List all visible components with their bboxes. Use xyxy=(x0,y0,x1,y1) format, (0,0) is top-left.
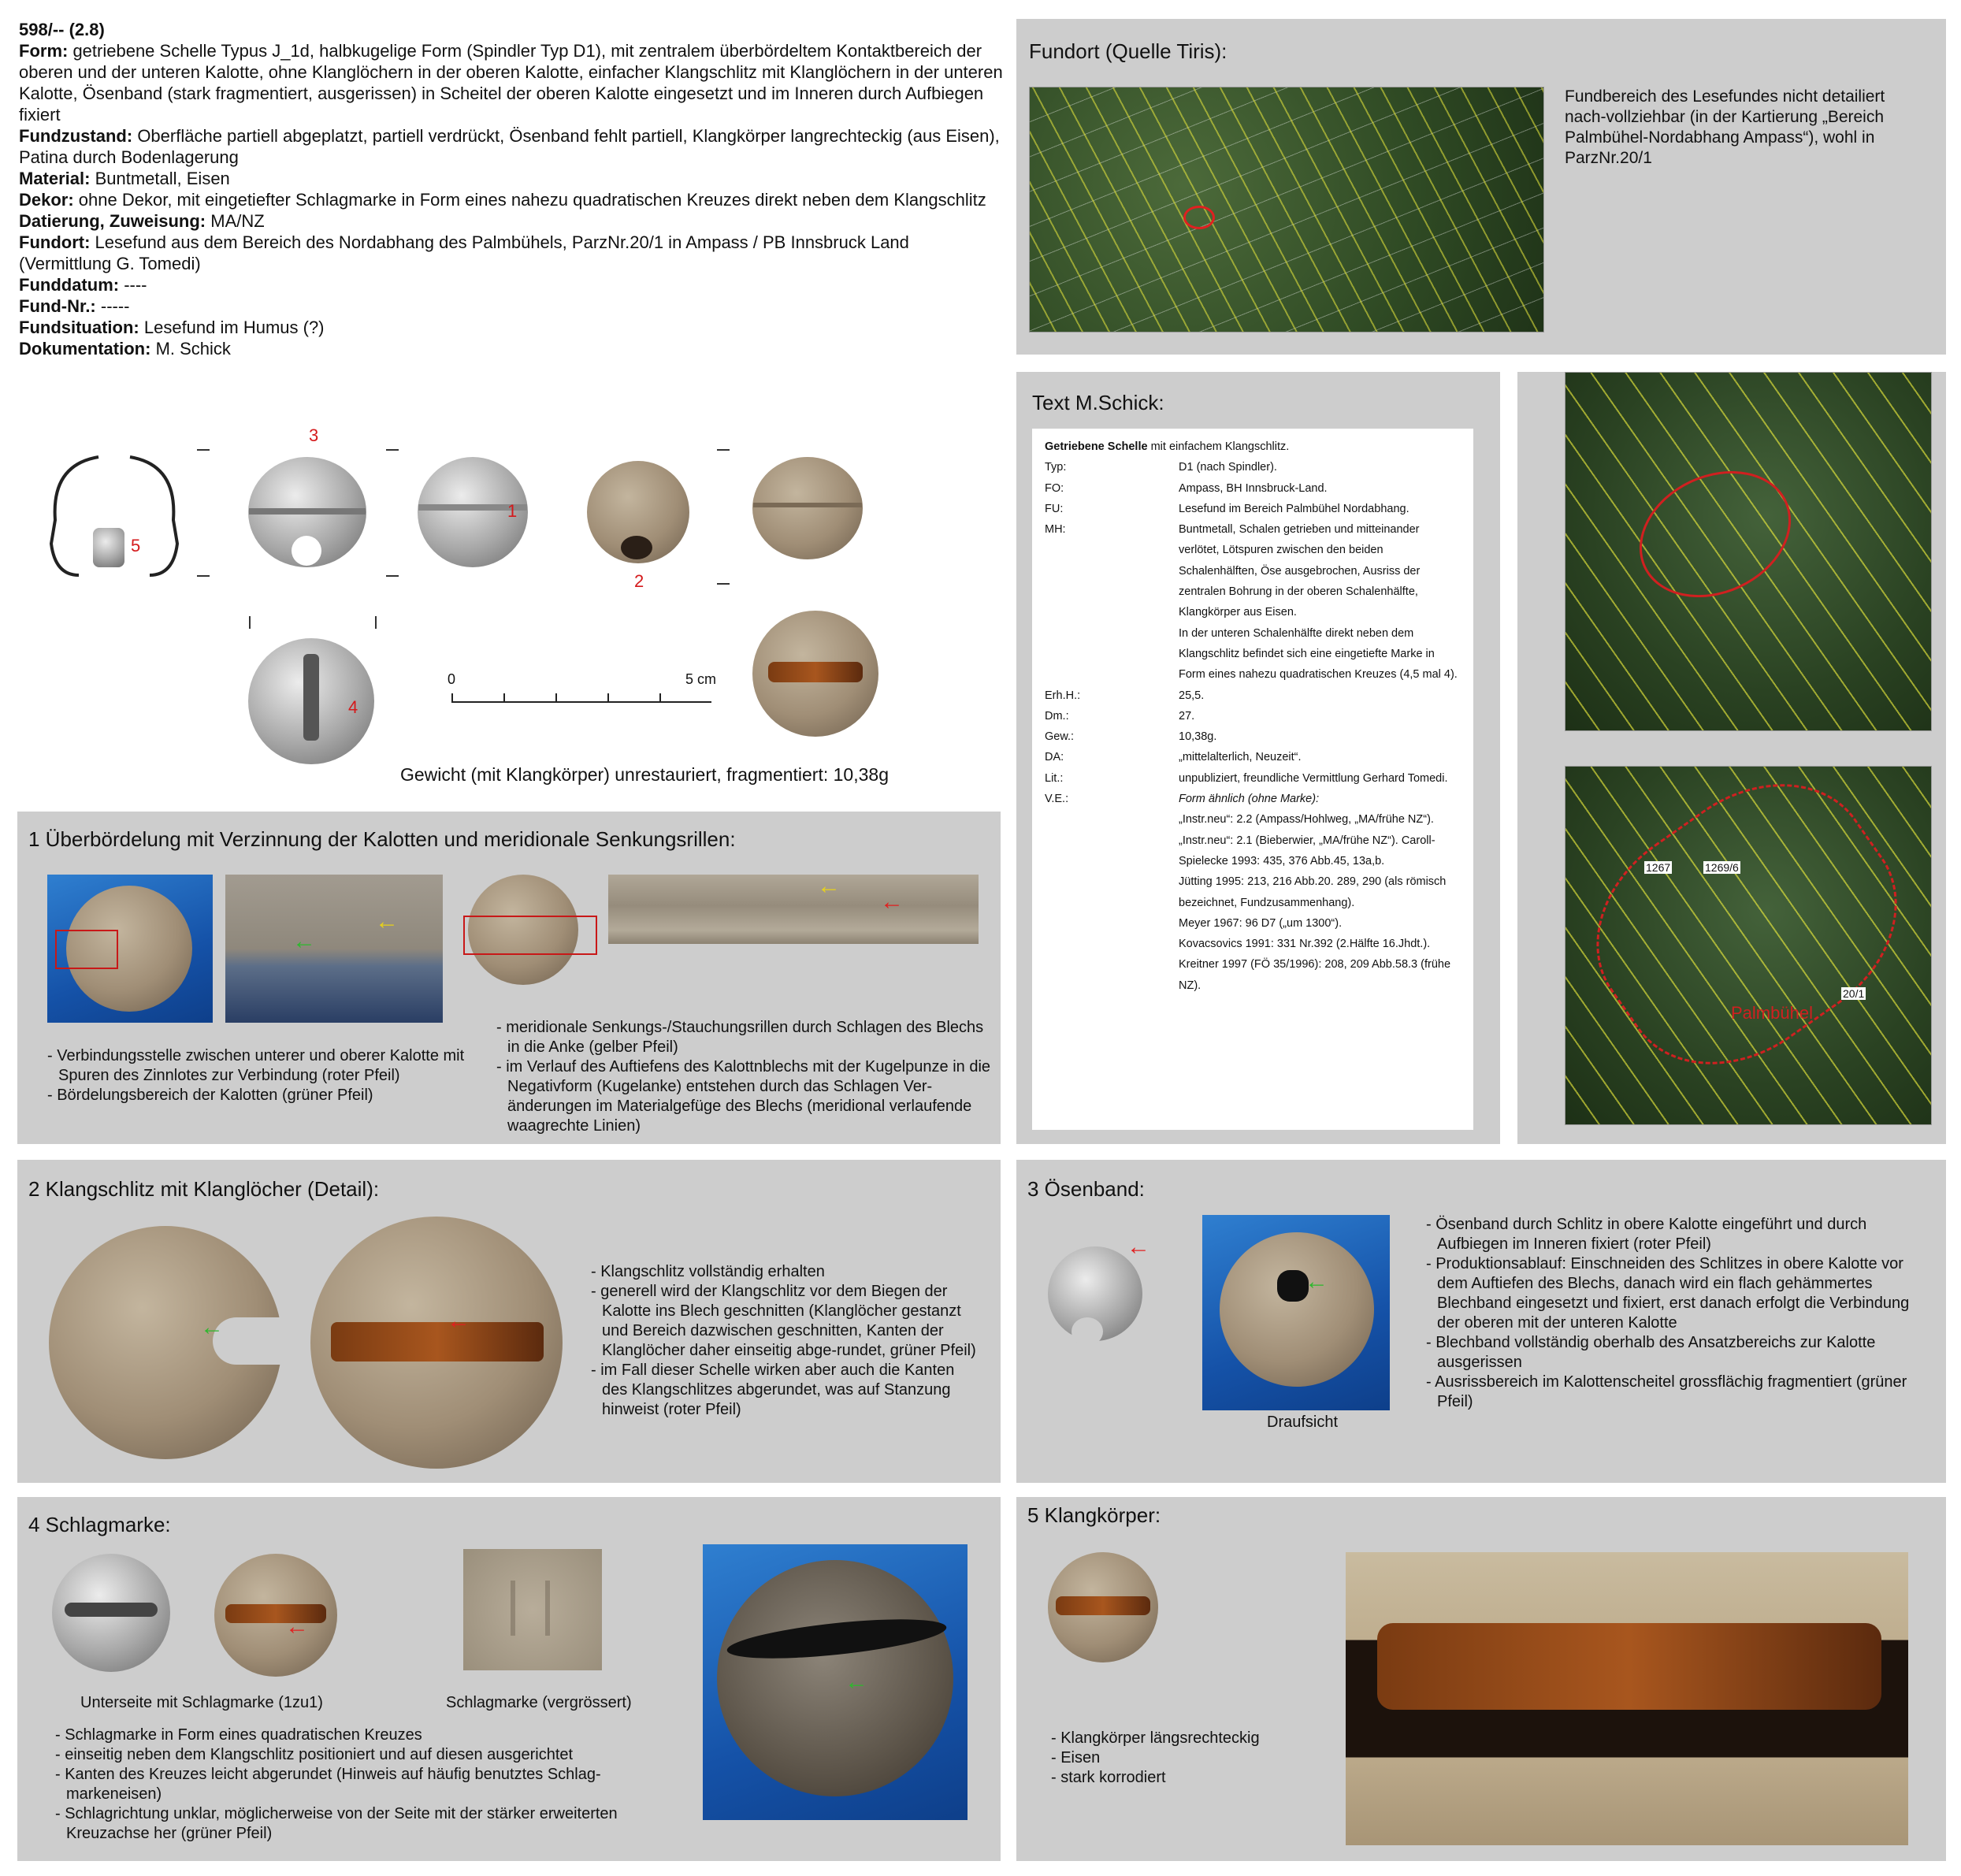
section-2-panel: 2 Klangschlitz mit Klanglöcher (Detail): ← ← - Klangschlitz vollständig erhalten - generell wird der Klangschlitz vor dem Biegen der Kalotte ins Blech geschnitten (Klanglöcher gestanzt und Bereich dazwischen geschnitten, Kanten der Klanglöcher daher einseitig abge-rundet, grüner Pfeil) - im Fall dieser Schelle wirken aber auch die Kanten des Klangschlitzes abgerundet, was auf Stanzung hinweist (roter Pfeil) xyxy=(17,1160,1001,1483)
catalog-entry xyxy=(19,19,1004,359)
schick-row-value: Kreitner 1997 (FÖ 35/1996): 208, 209 Abb.58.3 (frühe NZ). xyxy=(1179,958,1451,992)
field-value: M. Schick xyxy=(150,339,231,358)
field-value: Lesefund aus dem Bereich des Nordabhang des Palmbühels, ParzNr.20/1 in Ampass / PB Innsbruck Land (Vermittlung G. Tomedi) xyxy=(19,232,909,273)
field-key: Dekor: xyxy=(19,190,74,210)
entry-field xyxy=(19,338,1004,359)
schick-row xyxy=(1045,519,1461,622)
schick-row-key: FU: xyxy=(1045,502,1064,515)
parcel-label-1269: 1269/6 xyxy=(1705,861,1739,874)
mark-enlarged-photo xyxy=(463,1549,602,1670)
mark-blue-photo: ← xyxy=(703,1544,968,1820)
bell-photo-side xyxy=(752,457,863,559)
parcel-label-1267: 1267 xyxy=(1646,861,1671,874)
field-value: MA/NZ xyxy=(206,211,265,231)
schick-row xyxy=(1045,478,1461,499)
schick-row-value: „Instr.neu“: 2.2 (Ampass/Hohlweg, „MA/frühe NZ“). xyxy=(1179,813,1434,827)
drawing-label-3: 3 xyxy=(309,425,319,445)
schick-row xyxy=(1045,768,1461,789)
field-value: ohne Dekor, mit eingetiefter Schlagmarke in Form eines nahezu quadratischen Kreuzes direkt neben dem Klangschlitz xyxy=(73,190,986,210)
entry-id: 598/-- (2.8) xyxy=(19,20,105,39)
top-view-caption: Draufsicht xyxy=(1267,1414,1339,1431)
schick-row-key: FO: xyxy=(1045,481,1064,495)
schick-row xyxy=(1045,457,1461,477)
schick-row-key: Gew.: xyxy=(1045,730,1075,744)
schick-row-key xyxy=(1045,871,1179,913)
schick-row-value: „Instr.neu“: 2.1 (Bieberwier, „MA/frühe NZ“). Caroll-Spielecke 1993: 435, 376 Abb.45, 13a,b. xyxy=(1179,834,1435,867)
drawing-label-5: 5 xyxy=(131,536,141,555)
scale-zero: 0 xyxy=(448,671,456,687)
schick-row-value: Meyer 1967: 96 D7 („um 1300“). xyxy=(1179,916,1343,930)
top-view-photo: ← xyxy=(1202,1215,1390,1410)
drawings-area xyxy=(32,425,985,796)
schick-heading-rest: mit einfachem Klangschlitz. xyxy=(1147,440,1290,453)
scale-bar xyxy=(451,693,711,703)
fundort-note: Fundbereich des Lesefundes nicht detailiert nach-vollziehbar (in der Kartierung „Bereich Palmbühel-Nordabhang Ampass“), wohl in ParzNr.20/1 xyxy=(1565,87,1885,167)
parcel-label-20-1: 20/1 xyxy=(1843,987,1865,1000)
field-key: Form: xyxy=(19,41,69,61)
entry-field xyxy=(19,317,1004,338)
field-value: ---- xyxy=(119,275,147,295)
schick-row-value: 27. xyxy=(1179,709,1195,723)
section-2-title: 2 Klangschlitz mit Klanglöcher (Detail): xyxy=(28,1177,380,1201)
schick-row-value: Lesefund im Bereich Palmbühel Nordabhang. xyxy=(1179,502,1409,515)
schick-row xyxy=(1045,830,1461,872)
mark-caption-1: Unterseite mit Schlagmarke (1zu1) xyxy=(80,1694,323,1711)
schick-row xyxy=(1045,809,1461,830)
schick-row-key xyxy=(1045,954,1179,996)
schick-row xyxy=(1045,954,1461,996)
aerial-map-top[interactable] xyxy=(1565,372,1932,731)
schick-row-value: „mittelalterlich, Neuzeit“. xyxy=(1179,751,1302,764)
schick-row xyxy=(1045,499,1461,519)
entry-fields xyxy=(19,40,1004,359)
green-arrow: ← xyxy=(292,928,316,954)
schick-row-key xyxy=(1045,809,1179,830)
mark-caption-2: Schlagmarke (vergrössert) xyxy=(446,1694,632,1711)
entry-field xyxy=(19,274,1004,295)
field-value: Buntmetall, Eisen xyxy=(90,169,230,188)
schick-row-value: unpubliziert, freundliche Vermittlung Gerhard Tomedi. xyxy=(1179,771,1448,785)
schick-row-key: MH: xyxy=(1045,523,1066,537)
field-value: Lesefund im Humus (?) xyxy=(139,318,325,337)
schick-row-key xyxy=(1045,623,1179,685)
schick-row xyxy=(1045,934,1461,954)
field-key: Fundort: xyxy=(19,232,91,252)
section-5-list: - Klangkörper längsrechteckig - Eisen - stark korrodiert xyxy=(1045,1729,1281,1788)
schick-heading-bold: Getriebene Schelle xyxy=(1045,440,1148,453)
drawing-label-2: 2 xyxy=(634,571,644,591)
schick-row-key: V.E.: xyxy=(1045,793,1069,806)
section-5-panel xyxy=(1016,1497,1946,1861)
schick-document xyxy=(1032,429,1473,1130)
entry-field xyxy=(19,168,1004,189)
fundort-title: Fundort (Quelle Tiris): xyxy=(1029,39,1227,63)
drawing-label-4: 4 xyxy=(348,697,358,717)
yellow-arrow: ← xyxy=(375,908,399,934)
scale-five: 5 cm xyxy=(685,671,717,687)
schick-row-value: Jütting 1995: 213, 216 Abb.20. 289, 290 (als römisch bezeichnet, Fundzusammenhang). xyxy=(1179,875,1447,909)
entry-field xyxy=(19,295,1004,317)
clapper-enlarged-photo xyxy=(1346,1552,1908,1845)
section-5-title: 5 Klangkörper: xyxy=(1027,1503,1161,1527)
entry-field xyxy=(19,210,1004,232)
schick-row xyxy=(1045,913,1461,934)
schick-row-value: 10,38g. xyxy=(1179,730,1217,744)
schick-row xyxy=(1045,726,1461,747)
seam-detail-photo xyxy=(225,875,443,1023)
section-4-panel: 4 Schlagmarke: ← Unterseite mit Schlagmarke (1zu1) Schlagmarke (vergrössert) ← - Schlagmarke in Form eines quadratischen Kreuzes - einseitig neben dem Klangschlitz positioniert und auf diesen ausgerichtet - Kanten des Kreuzes leicht abgerundet (Hinweis auf häufig benutztes Schlag-markeneisen) - Schlagrichtung unklar, möglicherweise von der Seite mit der stärker erweiterten Kreuzachse her (grüner Pfeil) xyxy=(17,1497,1001,1861)
section-4-title: 4 Schlagmarke: xyxy=(28,1513,171,1536)
schick-row-value: Kovacsovics 1991: 331 Nr.392 (2.Hälfte 16.Jhdt.). xyxy=(1179,938,1431,951)
schick-row xyxy=(1045,871,1461,913)
schick-row-value: Buntmetall, Schalen getrieben und mitteinander verlötet, Lötspuren zwischen den beiden Schalenhälften, Öse ausgebrochen, Ausriss der zentralen Bohrung in der oberen Schalenhälfte, Klangkörper aus Eisen. xyxy=(1179,523,1421,619)
entry-field xyxy=(19,189,1004,210)
schick-row-key: Lit.: xyxy=(1045,771,1064,785)
section-1-list-left: - Verbindungsstelle zwischen unterer und oberer Kalotte mit Spuren des Zinnlotes zur Verbindung (roter Pfeil) - Bördelungsbereich der Kalotten (grüner Pfeil) xyxy=(41,1046,482,1105)
section-1-panel xyxy=(17,812,1001,1144)
schick-rows xyxy=(1045,457,1461,996)
schick-row xyxy=(1045,789,1461,809)
entry-field xyxy=(19,232,1004,274)
seam-strip-photo: ← ← xyxy=(608,875,979,944)
palmbuehel-map-label: Palmbühel xyxy=(1731,1003,1813,1023)
schick-row-key: Typ: xyxy=(1045,461,1067,474)
schick-row xyxy=(1045,685,1461,706)
overview-map[interactable] xyxy=(1029,87,1544,332)
field-key: Fund-Nr.: xyxy=(19,296,96,316)
field-key: Fundsituation: xyxy=(19,318,139,337)
schick-row-value: Form ähnlich (ohne Marke): xyxy=(1179,793,1320,806)
section-3-title: 3 Ösenband: xyxy=(1027,1177,1145,1201)
field-key: Fundzustand: xyxy=(19,126,133,146)
field-value: ----- xyxy=(95,296,130,316)
entry-field xyxy=(19,40,1004,125)
section-4-list: - Schlagmarke in Form eines quadratischen Kreuzes - einseitig neben dem Klangschlitz positioniert und auf diesen ausgerichtet - Kanten des Kreuzes leicht abgerundet (Hinweis auf häufig benutztes Schlag-markeneisen) - Schlagrichtung unklar, möglicherweise von der Seite mit der stärker erweiterten Kreuzachse her (grüner Pfeil) xyxy=(49,1726,679,1844)
section-1-list-right: - meridionale Senkungs-/Stauchungsrillen durch Schlagen des Blechs in die Anke (gelber Pfeil) - im Verlauf des Auftiefens des Kalottnblechs mit der Kugelpunze in die Negativform (Kugelanke) entstehen durch das Schlagen Ver-änderungen im Materialgefüge des Blechs (meridional verlaufende waagrechte Linien) xyxy=(490,1018,994,1136)
schick-row-key xyxy=(1045,934,1179,954)
section-2-list: - Klangschlitz vollständig erhalten - generell wird der Klangschlitz vor dem Biegen der Kalotte ins Blech geschnitten (Klanglöcher gestanzt und Bereich dazwischen geschnitten, Kanten der Klanglöcher daher einseitig abge-rundet, grüner Pfeil) - im Fall dieser Schelle wirken aber auch die Kanten des Klangschlitzes abgerundet, was auf Stanzung hinweist (roter Pfeil) xyxy=(585,1262,979,1420)
entry-field xyxy=(19,125,1004,168)
schick-row-value: Ampass, BH Innsbruck-Land. xyxy=(1179,481,1328,495)
section-3-list: - Ösenband durch Schlitz in obere Kalotte eingeführt und durch Aufbiegen im Inneren fixiert (roter Pfeil) - Produktionsablauf: Einschneiden des Schlitzes in obere Kalotte vor dem Auftiefen des Blechs, danach wird ein flach gehämmertes Blechband eingesetzt und fixiert, erst danach erfolgt die Verbindung der oberen mit der unteren Kalotte - Blechband vollständig oberhalb des Ansatzbereichs zur Kalotte ausgerissen - Ausrissbereich im Kalottenscheitel grossflächig fragmentiert (grüner Pfeil) xyxy=(1420,1215,1924,1412)
clapper-drawing xyxy=(93,528,124,567)
field-value: Oberfläche partiell abgeplatzt, partiell verdrückt, Ösenband fehlt partiell, Klangkörper langrechteckig (aus Eisen), Patina durch Bodenlagerung xyxy=(19,126,1000,167)
schick-row-key: DA: xyxy=(1045,751,1064,764)
weight-caption: Gewicht (mit Klangkörper) unrestauriert, fragmentiert: 10,38g xyxy=(400,764,889,785)
map-detail-panel xyxy=(1517,372,1946,1144)
aerial-map-parcels[interactable] xyxy=(1565,766,1932,1125)
drawing-label-1: 1 xyxy=(507,501,518,521)
schick-row-key xyxy=(1045,913,1179,934)
schick-row xyxy=(1045,706,1461,726)
field-key: Dokumentation: xyxy=(19,339,151,358)
schick-row xyxy=(1045,747,1461,767)
schick-title: Text M.Schick: xyxy=(1032,391,1164,414)
schick-row-key: Dm.: xyxy=(1045,709,1069,723)
schick-row-key: Erh.H.: xyxy=(1045,689,1081,702)
schick-row xyxy=(1045,623,1461,685)
bell-photo-blue xyxy=(47,875,213,1023)
field-value: getriebene Schelle Typus J_1d, halbkugelige Form (Spindler Typ D1), mit zentralem überbördeltem Kontaktbereich der oberen und der unteren Kalotte, ohne Klanglöchern in der oberen Kalotte, einfacher Klangschlitz mit Klanglöchern in der unteren Kalotte, Ösenband (stark fragmentiert, ausgerissen) in Scheitel der oberen Kalotte eingesetzt und im Inneren durch Aufbiegen fixiert xyxy=(19,41,1003,124)
field-key: Funddatum: xyxy=(19,275,120,295)
section-1-title: 1 Überbördelung mit Verzinnung der Kalotten und meridionale Senkungsrillen: xyxy=(28,827,736,851)
section-3-panel: 3 Ösenband: ← ← Draufsicht - Ösenband durch Schlitz in obere Kalotte eingeführt und durch Aufbiegen im Inneren fixiert (roter Pfeil) - Produktionsablauf: Einschneiden des Schlitzes in obere Kalotte vor dem Auftiefen des Blechs, danach wird ein flach gehämmertes Blechband eingesetzt und fixiert, erst danach erfolgt die Verbindung der oberen mit der unteren Kalotte - Blechband vollständig oberhalb des Ansatzbereichs zur Kalotte ausgerissen - Ausrissbereich im Kalottenscheitel grossflächig fragmentiert (grüner Pfeil) xyxy=(1016,1160,1946,1483)
schick-row-value: D1 (nach Spindler). xyxy=(1179,461,1277,474)
schick-row-key xyxy=(1045,830,1179,872)
schick-row-value: In der unteren Schalenhälfte direkt neben dem Klangschlitz befindet sich eine eingetiefte Marke in Form eines nahezu quadratischen Kreuzes (4,5 mal 4). xyxy=(1179,626,1458,682)
field-key: Material: xyxy=(19,169,91,188)
schick-row-value: 25,5. xyxy=(1179,689,1205,702)
field-key: Datierung, Zuweisung: xyxy=(19,211,206,231)
schick-panel xyxy=(1016,372,1500,1144)
fundort-panel xyxy=(1016,19,1946,355)
